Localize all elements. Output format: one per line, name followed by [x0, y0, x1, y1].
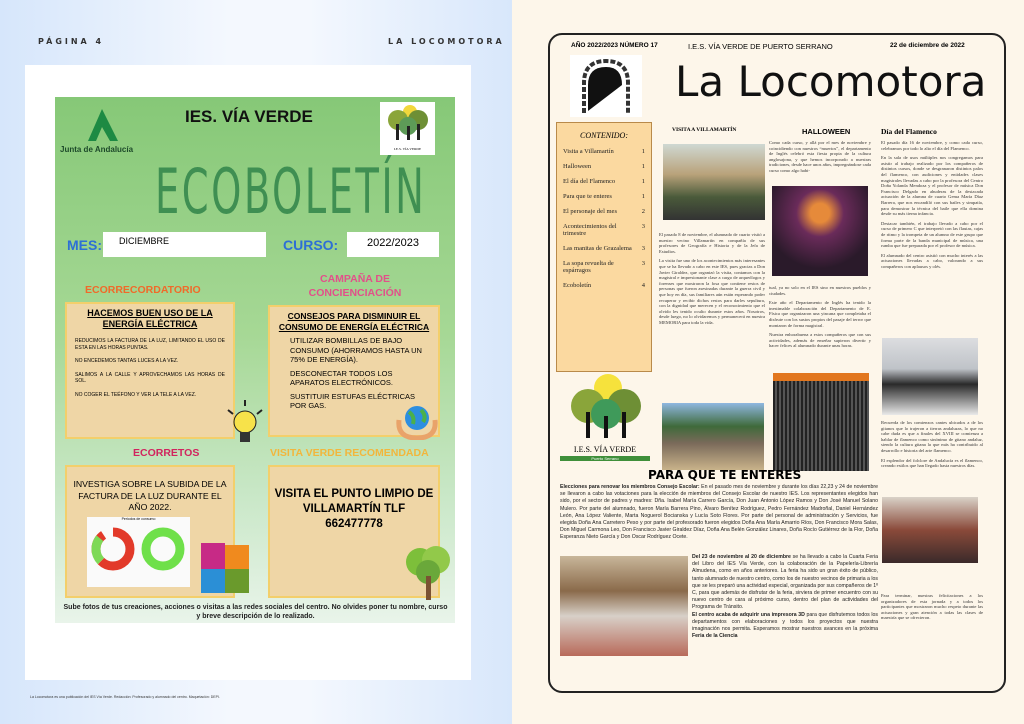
curso-label: CURSO: — [283, 237, 339, 253]
toc-item[interactable] — [563, 260, 645, 274]
table-of-contents — [556, 122, 652, 372]
ecorretos-title: ECORRETOS — [133, 447, 200, 459]
toc-label: Para que te enteres — [563, 193, 612, 200]
toc-title: CONTENIDO: — [579, 131, 628, 140]
ecorrecordatorio-box — [65, 302, 235, 439]
logo-caption: I.E.S. VÍA VERDE — [573, 445, 637, 454]
running-header-page: PÁGINA 4 — [38, 37, 105, 46]
article-title-villamartin: VISITA A VILLAMARTÍN — [672, 127, 737, 133]
tree-icon — [400, 542, 455, 602]
paragraph: Recuerda de los comienzos cantes ubicados a de los gitanos que lo trajeron a tierras andaluzas, lo que no cabe duda es que a finales del XVIII se comienza a hablar de flamenco como sinónimo de gitano andaluz, siendo la cultura gitana la que más ha contribuido al desarrollo e historia del arte flamenco. — [881, 420, 983, 453]
tip: DESCONECTAR TODOS LOS APARATOS ELECTRÓNICOS. — [290, 368, 393, 387]
tree-logo-icon — [560, 370, 650, 440]
paragraph: El pasado 8 de noviembre, el alumnado de cuarto visitó a nuestro vecino Villamartín en compañía de sus profesores de Geografía e Historia y de la Jefa de Estudios. — [659, 232, 765, 254]
chart-caption: Periodos de consumo — [121, 517, 156, 521]
excavation-photo — [662, 403, 764, 470]
toc-label: Acontecimientos del trimestre — [563, 223, 617, 237]
toc-page: 1 — [641, 148, 645, 155]
box-title: CONSEJOS PARA DISMINUIR EL CONSUMO DE ENERGÍA ELÉCTRICA — [278, 311, 430, 332]
donut-charts-icon — [87, 521, 190, 583]
tip: NO ENCEDEMOS TANTAS LUCES A LA VEZ. — [75, 358, 179, 364]
toc-item[interactable] — [563, 245, 645, 252]
via-verde-logo — [560, 370, 650, 465]
earth-hands-icon — [395, 400, 440, 440]
logo-caption: I.E.S. VÍA VERDE — [393, 147, 422, 151]
flamenco-audience-photo — [882, 497, 978, 563]
paragraph: Este año el Departamento de Inglés ha tenido la inestimable colaboración del Departamento de E. Física que organizaron una yincana que completaba el disfrute con los sustos propios del pasaje del terror que montaron de forma magistral. — [769, 300, 871, 328]
tip: SUSTITUIR ESTUFAS ELÉCTRICAS POR GAS. — [290, 391, 416, 410]
running-header-title: LA LOCOMOTORA — [388, 37, 505, 46]
book-fair-photo — [560, 556, 688, 656]
paragraph: se ha llevado a cabo la Cuarta Feria del Libro del IES Vía Verde, con la colaboración de la Papelería-Librería Almudena, como en años anteriores. La feria ha sido un gran éxito de público, tanto alumnado de nuestro centro, como los de nuestro vecinos de primaria a los que se les preparó una actividad especial, organizada por sus compañeros de 1º C, para que además de disfrutar de la feria, sirviera de primer encuentro con su nuevo centro de cara al próximo curso, dentro del plan de actividades del Programa de Tránsito. — [692, 554, 878, 611]
toc-item[interactable] — [563, 282, 645, 289]
tree-logo-icon — [380, 102, 435, 142]
paragraph: El alumnado del centro asistió con mucho interés a las actuaciones llevadas a cabo, valorando a sus compañeros con aplausos y olés. — [881, 252, 983, 269]
tip: UTILIZAR BOMBILLAS DE BAJO CONSUMO (AHORRAMOS HASTA UN 75% DE ENERGÍA). — [290, 336, 422, 364]
paragraph: para que disfrutemos todos los departamentos con elaboraciones y todos los proyectos que nuestra imaginación nos permita. Esperamos mostrar nuestros avances en la próxima — [692, 611, 878, 633]
toc-label: Halloween — [563, 163, 592, 170]
tip: SALIMOS A LA CALLE Y APROVECHAMOS LAS HORAS DE SOL. — [75, 371, 225, 384]
issue-date: 22 de diciembre de 2022 — [890, 42, 965, 49]
school-logo — [380, 102, 435, 155]
paragraph: tual, ya no solo en el IES sino en nuestros pueblos y ciudades. — [769, 285, 871, 296]
junta-andalucia-logo-icon — [82, 107, 122, 145]
visita-verde-title: VISITA VERDE RECOMENDADA — [270, 447, 429, 459]
toc-item[interactable] — [563, 208, 645, 215]
bottom-note: Sube fotos de tus creaciones, acciones o visitas a las redes sociales del centro. No olvides poner tu nombre, curso y breve descripción de lo realizado. — [63, 604, 448, 620]
org-name: Junta de Andalucía — [60, 145, 134, 154]
paragraph: En el pasado mes de noviembre y durante los días 22,23 y 24 de noviembre se llevaron a cabo las votaciones para la elección de miembros del Consejo Escolar de nuestro IES. Los representantes elegidos han sido, por el sector de padres y madres: Dña. Isabel María Carrero García, Don Juan Antonio López Ramos y Don José Manuel Solano Mulero. Por parte del alumnado, fueron María Barrera Pino, Álvaro Benítez Rodríguez, Pedro Fernández Madroñal, Daniel Hernández León, Ana López Valiente, Marta Noguerol Bocianska y Lucía Soto Flores. Por parte del personal de administración y Servicios, fue elegida Doña Ana Carretero Peso y por parte del profesorado fueron elegidos Doña Ana María Amarrio Ríos, Don Francisco Mora Salas, Don Miguel Carmona Leo, Don Francisco Javier Giraldez Díaz, Doña Ana Belén González Linares, Doña Rocío Gutiérrez de la Flor, Doña Esperanza Nieto García y Don Oscar Rodríguez Ocete. — [560, 484, 878, 541]
newspaper-title: La Locomotora — [675, 57, 987, 106]
paragraph: La visita fue uno de los acontecimientos más interesantes que se ha llevado a cabo en este IES, pues gracias a Don Javier Giraldez, que organizó la visita, contamos con la magistral e impresionante clase a cargo de arqueólogos y forenses que mostraron la fosa que contiene restos de personas que fueron asesinadas durante la guerra civil y que hoy en día, sus familiares aún están esperando poder recuperar y recibir dichos restos para darles sepultura, con la dignidad que merecen y el reconocimiento que el olvido les tenido oculto durante estos años. Nosotros, desde luego, no lo olvidaremos y permanecerá en nuestra MEMORIA para toda la vida. — [659, 258, 765, 325]
page-footer: La Locomotora es una publicación del IES Vía Verde. Redacción: Profesorado y alumnado del centro. Maquetación: DEPI. — [30, 695, 220, 699]
toc-page: 1 — [641, 178, 645, 185]
toc-item[interactable] — [563, 163, 645, 170]
toc-item[interactable] — [563, 193, 645, 200]
toc-item[interactable] — [563, 148, 645, 155]
toc-label: La sopa revuelta de espárragos — [563, 260, 614, 274]
article-title-flamenco: Día del Flamenco — [881, 127, 937, 136]
issue-number: AÑO 2022/2023 NÚMERO 17 — [571, 42, 658, 49]
box-title: HACEMOS BUEN USO DE LA ENERGÍA ELÉCTRICA — [87, 308, 213, 329]
article-text — [659, 232, 765, 326]
paragraph: El esplendor del folclore de Andalucía es el flamenco, creando estilos que han llegado hasta nuestros días. — [881, 457, 983, 469]
curso-field: 2022/2023 — [347, 232, 439, 257]
halloween-curtain-photo — [773, 373, 869, 471]
lead: Feria de la Ciencia — [692, 633, 738, 640]
toc-label: Ecoboletín — [563, 282, 592, 289]
visit-text: VISITA EL PUNTO LIMPIO DE VILLAMARTÍN TLF 662477778 — [274, 488, 434, 530]
toc-label: Visita a Villamartín — [563, 148, 614, 155]
toc-label: El personaje del mes — [563, 208, 617, 215]
toc-item[interactable] — [563, 178, 645, 185]
tip: NO COGER EL TEÉFONO Y VER LA TELE A LA VEZ. — [75, 391, 197, 398]
school-header: I.E.S. VÍA VERDE DE PUERTO SERRANO — [688, 42, 833, 51]
halloween-altar-photo — [772, 186, 868, 276]
train-tunnel-logo-icon — [570, 55, 642, 117]
school-name: IES. VÍA VERDE — [185, 107, 313, 126]
mes-field: DICIEMBRE — [103, 232, 266, 257]
toc-page: 4 — [641, 282, 645, 289]
paragraph: En la sala de usos múltiples nos congregamos para asistir al trabajo realizado por los compañeros de distintos cursos, donde se desgranaron distintos palos del flamenco, con audiciones y entidades clases magistrales llevadas a cabo por la profesora del Centro Doña Yolanda Mendoza y el profesor de música Don Francisco Delgado en ahuderas de la destacada actuación de la alumna de cuarto Gema María Díaz Barrera, que nos encandiló con sus bailes y simpatía, para demostrar la técnica del baile que ella domina desde su más tierna infancia. — [881, 155, 983, 217]
paragraph: Nuestra enhorabuena a estos compañeros que con sus actividades, además de enseñar supieron divertir y hacer felices al alumnado durante unas horas. — [769, 332, 871, 349]
logo-subcaption: Puerto Serrano — [560, 456, 650, 461]
campana-title: CAMPAÑA DE CONCIENCIACIÓN — [308, 273, 402, 299]
toc-label: Las manitas de Grazalema — [563, 245, 632, 252]
toc-item[interactable] — [563, 223, 645, 237]
lead: Del 23 de noviembre al 20 de diciembre — [692, 554, 791, 560]
paragraph: El pasado día 16 de noviembre, y como cada curso, celebramos por todo lo alto el día del Flamenco. — [881, 140, 983, 151]
article-text: Como cada curso, y allá por el mes de noviembre y coincidiendo con nuestros “muertos”, el departamento de Inglés celebró esta fiesta propia de la cultura anglosajona, y que hemos incorporado a nuestras tradiciones, desde hace unos años, impregnándose cada curso como algo habi- — [769, 140, 871, 173]
consumption-chart-image — [87, 517, 190, 587]
article-text — [769, 285, 871, 349]
article-text — [881, 420, 983, 469]
lightbulb-icon — [220, 392, 270, 450]
article-title-halloween: HALLOWEEN — [802, 127, 851, 136]
lead: Elecciones para renovar los miembros Consejo Escolar: — [560, 484, 700, 490]
toc-page: 1 — [641, 193, 645, 200]
toc-label: El día del Flamenco — [563, 178, 616, 185]
flamenco-group-photo — [882, 338, 978, 415]
article-text — [881, 140, 983, 269]
puzzle-icon — [193, 537, 258, 602]
newspaper-logo — [570, 55, 642, 117]
ecorrecordatorio-title: ECORRECORDATORIO — [85, 284, 201, 296]
villamartin-photo — [663, 144, 765, 220]
toc-page: 1 — [641, 163, 645, 170]
tip: REDUCIMOS LA FACTURA DE LA LUZ, LIMITANDO EL USO DE ESTA EN LAS HORAS PUNTAS. — [75, 338, 225, 351]
toc-page: 3 — [641, 245, 645, 252]
mes-label: MES: — [67, 237, 102, 253]
toc-page: 3 — [641, 260, 645, 267]
section-title: PARA QUE TE ENTERES — [648, 468, 802, 482]
paragraph: Destacar también, el trabajo llevado a cabo por el curso de primero C que interpretó con las flautas, cajas de ritmo y la trompeta de un alumno de este grupo que forma parte de la banda municipal de música, una rumba que fue preparada por el profesor de música. — [881, 220, 983, 249]
ecoboletin-poster — [55, 97, 455, 623]
book-fair-text — [692, 554, 878, 640]
council-election-text — [560, 484, 878, 542]
lead: El centro acaba de adquirir una impresora 3D — [692, 611, 805, 618]
poster-title: ECOBOLETÍN — [155, 155, 427, 228]
challenge-text: INVESTIGA SOBRE LA SUBIDA DE LA FACTURA DE LA LUZ DURANTE EL AÑO 2022. — [73, 479, 227, 512]
toc-page: 2 — [641, 208, 645, 215]
article-text: Para terminar, nuestras felicitaciones a los organizadores de esta jornada y a todos los participantes que mostraron mucho respeto durante las actuaciones y gran atención a todas las clases de maestría que se ofrecieron. — [881, 593, 983, 621]
toc-page: 3 — [641, 223, 645, 230]
